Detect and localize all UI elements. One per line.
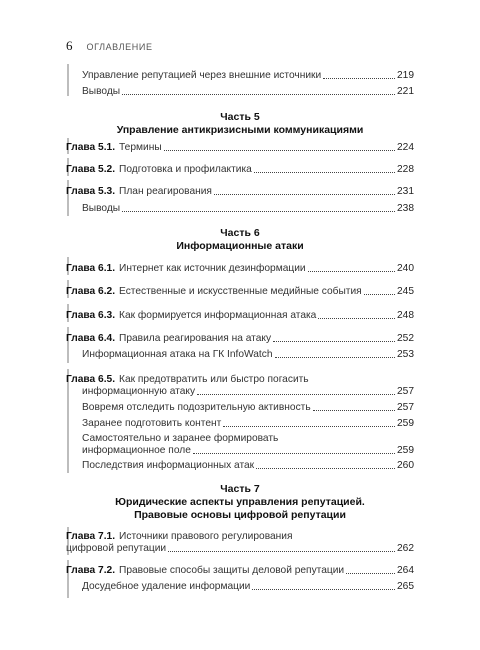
- section-bar: [67, 64, 69, 96]
- toc-entry[interactable]: Глава 5.1. Термины 224: [66, 142, 414, 153]
- page-number: 6: [66, 38, 73, 53]
- toc-entry[interactable]: Информационная атака на ГК InfoWatch 253: [82, 349, 414, 360]
- part-title: Управление антикризисными коммуникациями: [116, 124, 364, 136]
- running-title: ОГЛАВЛЕНИЕ: [86, 42, 153, 52]
- toc-entry[interactable]: Выводы 238: [82, 203, 414, 214]
- toc-entry[interactable]: Управление репутацией через внешние источники 219: [82, 70, 414, 81]
- toc-entry[interactable]: Глава 6.3. Как формируется информационная атака 248: [66, 310, 414, 321]
- toc-entry[interactable]: Глава 6.4. Правила реагирования на атаку 252: [66, 333, 414, 344]
- toc-entry[interactable]: Глава 6.1. Интернет как источник дезинформации 240: [66, 263, 414, 274]
- toc-entry-continued[interactable]: информационную атаку 257: [82, 386, 414, 397]
- part-label: Часть 7: [220, 483, 260, 495]
- toc-entry[interactable]: Глава 6.5. Как предотвратить или быстро погасить: [66, 374, 309, 385]
- toc-entry[interactable]: Досудебное удаление информации 265: [82, 581, 414, 592]
- part-title: Юридические аспекты управления репутацией.: [115, 496, 365, 508]
- toc-entry-continued[interactable]: цифровой репутации 262: [66, 543, 414, 554]
- toc-entry[interactable]: Глава 7.2. Правовые способы защиты деловой репутации 264: [66, 565, 414, 576]
- part-label: Часть 5: [220, 111, 260, 123]
- part-title: Информационные атаки: [176, 240, 304, 252]
- toc-entry[interactable]: Глава 7.1. Источники правового регулирования: [66, 531, 293, 542]
- toc-entry-continued[interactable]: информационное поле 259: [82, 445, 414, 456]
- toc-entry[interactable]: Глава 6.2. Естественные и искусственные медийные события 245: [66, 286, 414, 297]
- part-label: Часть 6: [220, 227, 260, 239]
- part-title-line2: Правовые основы цифровой репутации: [134, 509, 346, 521]
- page-header: [66, 38, 153, 54]
- toc-entry[interactable]: Заранее подготовить контент 259: [82, 418, 414, 429]
- toc-entry[interactable]: Глава 5.2. Подготовка и профилактика 228: [66, 164, 414, 175]
- toc-entry[interactable]: Последствия информационных атак 260: [82, 460, 414, 471]
- toc-entry[interactable]: Выводы 221: [82, 86, 414, 97]
- toc-entry[interactable]: Самостоятельно и заранее формировать: [82, 433, 279, 444]
- toc-entry[interactable]: Глава 5.3. План реагирования 231: [66, 186, 414, 197]
- toc-entry[interactable]: Вовремя отследить подозрительную активность 257: [82, 402, 414, 413]
